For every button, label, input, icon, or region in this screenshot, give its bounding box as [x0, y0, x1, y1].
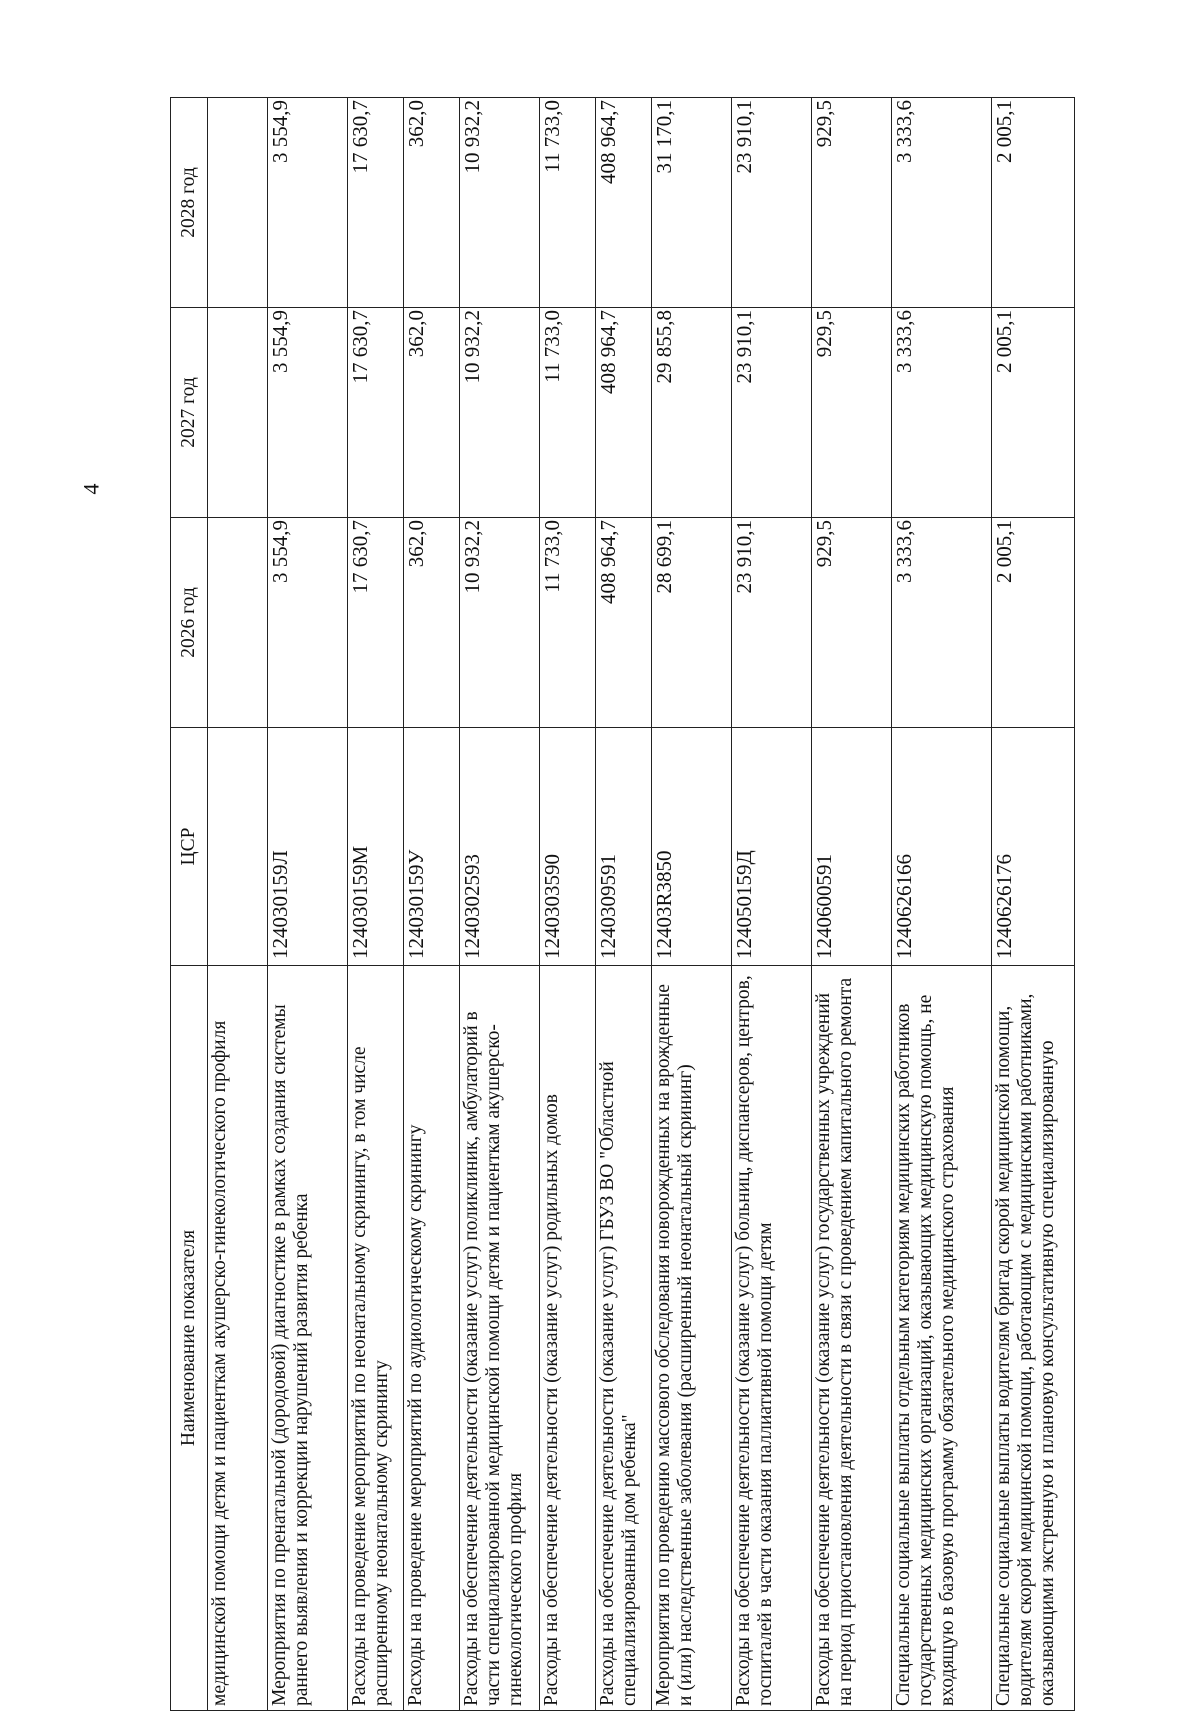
row-value-2026: 929,5	[812, 518, 892, 728]
row-value-2028: 3 333,6	[892, 98, 992, 308]
row-code: 124030159М	[348, 728, 404, 966]
row-value-2027: 362,0	[404, 308, 460, 518]
table-row	[268, 98, 348, 1711]
row-value-2027: 2 005,1	[992, 308, 1075, 518]
row-name: Расходы на обеспечение деятельности (оказание услуг) больниц, диспансеров, центров, госпиталей в части оказания паллиативной помощи детям	[732, 966, 812, 1711]
row-name: Расходы на обеспечение деятельности (оказание услуг) ГБУЗ ВО "Областной специализированный дом ребенка"	[596, 966, 652, 1711]
row-value-2028: 31 170,1	[652, 98, 732, 308]
row-value-2026: 3 333,6	[892, 518, 992, 728]
table-row	[892, 98, 992, 1711]
row-value-2028: 362,0	[404, 98, 460, 308]
row-value-2026: 17 630,7	[348, 518, 404, 728]
row-name: Расходы на обеспечение деятельности (оказание услуг) родильных домов	[540, 966, 596, 1711]
table-header-row	[171, 98, 208, 1711]
table-row	[348, 98, 404, 1711]
row-name: Мероприятия по пренатальной (дородовой) диагностике в рамках создания системы раннего выявления и коррекции нарушений развития ребенка	[268, 966, 348, 1711]
header-name: Наименование показателя	[171, 966, 208, 1711]
row-value-2026	[208, 518, 268, 728]
row-code: 1240626166	[892, 728, 992, 966]
row-value-2026: 23 910,1	[732, 518, 812, 728]
table-row	[540, 98, 596, 1711]
row-value-2028: 17 630,7	[348, 98, 404, 308]
row-code: 1240626176	[992, 728, 1075, 966]
table-row	[812, 98, 892, 1711]
row-value-2027: 23 910,1	[732, 308, 812, 518]
row-value-2026: 362,0	[404, 518, 460, 728]
row-value-2027: 3 333,6	[892, 308, 992, 518]
row-value-2027: 3 554,9	[268, 308, 348, 518]
row-value-2028: 10 932,2	[460, 98, 540, 308]
row-value-2026: 10 932,2	[460, 518, 540, 728]
row-name: Специальные социальные выплаты отдельным категориям медицинских работников государственных медицинских организаций, оказывающих медицинскую помощь, не входящую в базовую программу обязательного медицинского страхования	[892, 966, 992, 1711]
row-value-2028	[208, 98, 268, 308]
header-2026: 2026 год	[171, 518, 208, 728]
budget-table	[170, 97, 1075, 1711]
table-row	[404, 98, 460, 1711]
row-value-2027: 17 630,7	[348, 308, 404, 518]
row-code: 124050159Д	[732, 728, 812, 966]
row-code: 124030159Л	[268, 728, 348, 966]
row-code: 1240309591	[596, 728, 652, 966]
row-value-2026: 28 699,1	[652, 518, 732, 728]
row-name: медицинской помощи детям и пациенткам акушерско-гинекологического профиля	[208, 966, 268, 1711]
row-value-2026: 11 733,0	[540, 518, 596, 728]
row-code: 1240302593	[460, 728, 540, 966]
table-row	[732, 98, 812, 1711]
row-name: Специальные социальные выплаты водителям бригад скорой медицинской помощи, водителям скорой медицинской помощи, работающим с медицинскими работниками, оказывающими экстренную и плановую консультативную специализированную	[992, 966, 1075, 1711]
row-value-2027: 29 855,8	[652, 308, 732, 518]
row-name: Мероприятия по проведению массового обследования новорожденных на врожденные и (или) наследственные заболевания (расширенный неонатальный скрининг)	[652, 966, 732, 1711]
rotated-table-container	[170, 98, 1075, 1711]
row-value-2026: 2 005,1	[992, 518, 1075, 728]
table-row	[652, 98, 732, 1711]
row-value-2028: 11 733,0	[540, 98, 596, 308]
row-code: 12403R3850	[652, 728, 732, 966]
row-value-2027	[208, 308, 268, 518]
row-value-2028: 2 005,1	[992, 98, 1075, 308]
table-row	[596, 98, 652, 1711]
row-code: 124030159У	[404, 728, 460, 966]
header-2028: 2028 год	[171, 98, 208, 308]
row-value-2026: 3 554,9	[268, 518, 348, 728]
header-code: ЦСР	[171, 728, 208, 966]
row-code: 1240600591	[812, 728, 892, 966]
row-value-2027: 10 932,2	[460, 308, 540, 518]
row-value-2028: 3 554,9	[268, 98, 348, 308]
page-number: 4	[78, 483, 104, 495]
row-name: Расходы на проведение мероприятий по неонатальному скринингу, в том числе расширенному неонатальному скринингу	[348, 966, 404, 1711]
row-code	[208, 728, 268, 966]
row-value-2026: 408 964,7	[596, 518, 652, 728]
row-value-2028: 929,5	[812, 98, 892, 308]
row-code: 1240303590	[540, 728, 596, 966]
header-2027: 2027 год	[171, 308, 208, 518]
table-row	[460, 98, 540, 1711]
row-name: Расходы на проведение мероприятий по аудиологическому скринингу	[404, 966, 460, 1711]
table-row	[208, 98, 268, 1711]
row-value-2028: 408 964,7	[596, 98, 652, 308]
row-value-2028: 23 910,1	[732, 98, 812, 308]
row-value-2027: 408 964,7	[596, 308, 652, 518]
row-value-2027: 929,5	[812, 308, 892, 518]
row-name: Расходы на обеспечение деятельности (оказание услуг) государственных учреждений на период приостановления деятельности в связи с проведением капитального ремонта	[812, 966, 892, 1711]
table-row	[992, 98, 1075, 1711]
row-value-2027: 11 733,0	[540, 308, 596, 518]
row-name: Расходы на обеспечение деятельности (оказание услуг) поликлиник, амбулаторий в части специализированной медицинской помощи детям и пациенткам акушерско-гинекологического профиля	[460, 966, 540, 1711]
